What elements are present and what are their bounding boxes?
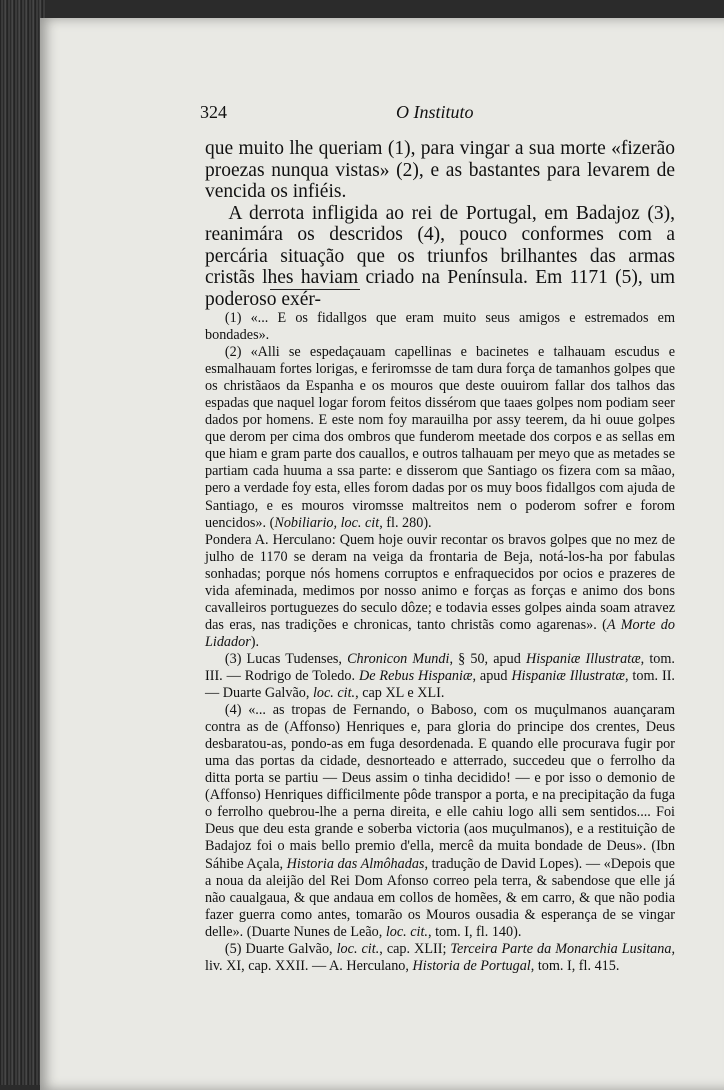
citation: loc. cit. (385, 923, 428, 940)
citation: De Rebus Hispaniæ (358, 667, 473, 684)
body-paragraph: que muito lhe queriam (1), para vingar a sua morte «fizerão proezas nunqua vistas» (2), e as bastantes para levarem de vencida os infiéis. (205, 138, 675, 202)
citation: Hispaniæ Illustratæ (525, 650, 641, 667)
footnote-text: (3) Lucas Tudenses, (224, 650, 348, 667)
footnote-2 (205, 344, 675, 532)
footnote-text: Pondera A. Herculano: Quem hoje ouvir recontar os bravos golpes que no mez de julho de 1170 se deram na veiga da frontaria de Beja, notá-los-ha por fabulas sonhadas; porque nós homens corruptos e enfraquecidos por ocios e prazeres de vida afeminada, medimos por nosso animo e forças as forças e animo dos bons cavalleiros portuguezes do seculo dôze; e todavia esses golpes ainda soam atravez das eras, nas tradições e chronicas, tanto christãs como agarenas». ( (205, 531, 675, 633)
citation: loc. cit. (336, 940, 380, 957)
footnote-5 (205, 941, 675, 975)
citation: Nobiliario, loc. cit (274, 514, 380, 531)
citation: loc. cit. (312, 685, 356, 702)
footnote-text: , § 50, apud (449, 650, 526, 667)
footnote-3 (205, 651, 675, 702)
footnote-text: , cap. XLII; (379, 940, 451, 957)
footnote-text: ). (250, 633, 260, 650)
footnotes (205, 310, 675, 975)
footnote-text: , fl. 280). (379, 514, 432, 531)
footnote-divider (270, 289, 360, 290)
footnote-text: (4) «... as tropas de Fernando, o Baboso, com os muçulmanos auançaram contra as de (Affonso) Henriques e, para gloria do principe dos crentes, Deus desbaratou-as, pondo-as em fuga desordenada. E quando elle procurava fugir por uma das portas da cidade, desnorteado e atterrado, succedeu que o ferrolho da ditta porta se partiu — Deus assim o tinha decidido! — e por isso o demonio de (Affonso) Henriques difficilmente pôde transpor a porta, e na precipitação da fuga o ferrolho quebrou-lhe a perna direita, e elle cahiu logo alli sem sentidos.... Foi Deus que deu esta grande e soberba victoria (aos muçulmanos), e a restituição de Badajoz foi o mais bello premio d'ella, mercê da muita bondade de Deus». (Ibn Sáhibe Açala, (205, 702, 675, 872)
footnote-text: , tradução de David Lopes). — «Depois que a noua da aleijão del Rei Dom Afonso correo pela terra, & sabendose que elle já não caualgaua, & que andaua em collos de homẽes, & em carro, & que não podia fazer guerra como antes, tomarão os Mouros ousadia & esperança de se vingar delle». (Duarte Nunes de Leão, (205, 855, 675, 940)
running-title: O Instituto (396, 102, 474, 122)
footnote-text: , liv. XI, cap. XXII. — A. Herculano, (205, 940, 675, 974)
footnote-text: , cap XL e XLI. (355, 685, 445, 702)
footnote-text: , apud (472, 667, 512, 684)
citation: A Morte do Lidador (205, 616, 675, 650)
footnote-text: , tom. III. — Rodrigo de Toledo. (205, 650, 675, 684)
body-paragraph: A derrota infligida ao rei de Portugal, em Badajoz (3), reanimára os descridos (4), pouco conformes com a percária situação que os triunfos brilhantes das armas cristãs lhes haviam criado na Península. Em 1171 (5), um poderoso exér- (205, 202, 675, 310)
footnote-2-continued (205, 532, 675, 651)
page-number: 324 (200, 102, 227, 122)
footnote-text: , tom. I, fl. 140). (427, 923, 522, 940)
footnote-1: (1) «... E os fidallgos que eram muito seus amigos e estremados em bondades». (205, 310, 675, 344)
footnote-4 (205, 702, 675, 941)
citation: Historia das Almôhadas (286, 855, 425, 872)
citation: Historia de Portugal (412, 957, 531, 974)
footnote-text: , tom. II. — Duarte Galvão, (205, 667, 675, 702)
footnote-text: (5) Duarte Galvão, (224, 940, 337, 957)
main-text (205, 138, 675, 310)
citation: Terceira Parte da Monarchia Lusitana (450, 940, 672, 957)
footnote-text: (2) «Alli se espedaçauam capellinas e bacinetes e talhauam escudus e esmalhauam fortes lorigas, e feriromsse de tam dura força de tamanhos golpes que os christãaos da Espanha e os mouros que deste ouuirom fallar dos talhos das espadas que naquel logar forom feitos dissérom que taaes golpes nom podiam seer dados por homens. E este nom foy marauilha por assy teerem, da hi ouue golpes que derom per cima dos ombros que funderom meetade dos corpos e as sellas em que hiam e gram parte dos cauallos, e outros talhauam per meyo que as metades se partiam cada huuma a ssa parte: e disserom que Santiago os fizera com sa mãao, pero a verdade foy esta, elles forom dadas por os muy boos fidallgos com ajuda de Santiago, e es mouros viromsse maltreitos nem o poderom sofrer e forom uencidos». ( (205, 344, 675, 531)
citation: Chronicon Mundi (347, 650, 450, 667)
page-header (200, 102, 670, 126)
citation: Hispaniæ Illustratæ (511, 667, 625, 684)
footnote-text: , tom. I, fl. 415. (530, 957, 620, 974)
